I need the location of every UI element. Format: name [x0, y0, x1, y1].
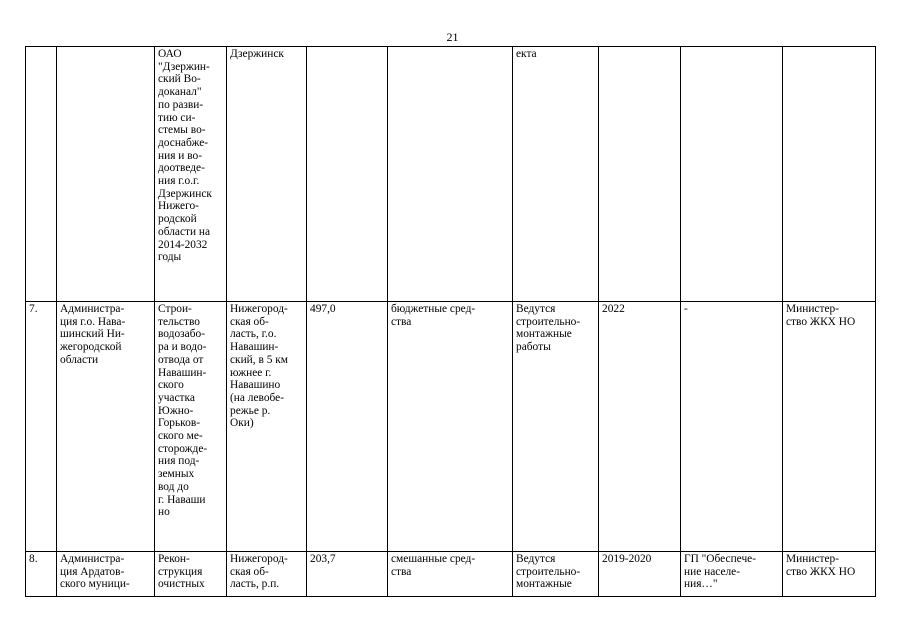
cell-location: Нижегород- ская об- ласть, г.о. Навашин- ский, в 5 км южнее г. Навашино (на левобе- режье р. Оки): [227, 302, 307, 552]
cell-period: 2022: [599, 302, 681, 552]
cell-program: [681, 47, 783, 302]
table-row: [26, 47, 876, 302]
cell-org: [57, 47, 155, 302]
cell-cost: 203,7: [307, 552, 388, 597]
cell-location: Дзержинск: [227, 47, 307, 302]
cell-num: 7.: [26, 302, 57, 552]
cell-num: [26, 47, 57, 302]
table-row: [26, 302, 876, 552]
cell-org: Администра- ция Ардатов- ского муници-: [57, 552, 155, 597]
cell-num: 8.: [26, 552, 57, 597]
cell-location: Нижегород- ская об- ласть, р.п.: [227, 552, 307, 597]
table-row: [26, 552, 876, 597]
cell-org: Администра- ция г.о. Нава- шинский Ни- жегородской области: [57, 302, 155, 552]
cell-status: Ведутся строительно- монтажные работы: [513, 302, 599, 552]
cell-funding: бюджетные сред- ства: [388, 302, 513, 552]
cell-program: -: [681, 302, 783, 552]
document-table: [25, 46, 876, 597]
cell-ministry: Министер- ство ЖКХ НО: [783, 302, 876, 552]
cell-cost: 497,0: [307, 302, 388, 552]
cell-name: Рекон- струкция очистных: [155, 552, 227, 597]
cell-ministry: Министер- ство ЖКХ НО: [783, 552, 876, 597]
cell-program: ГП "Обеспече- ние населе- ния…": [681, 552, 783, 597]
cell-status: Ведутся строительно- монтажные: [513, 552, 599, 597]
cell-funding: смешанные сред- ства: [388, 552, 513, 597]
page-number: 21: [446, 30, 459, 44]
cell-name: ОАО "Дзержин- ский Во- доканал" по разви- тию си- стемы во- доснабже- ния и во- доотведе- ния г.о.г. Дзержинск Нижего- родской области на 2014-2032 годы: [155, 47, 227, 302]
cell-period: 2019-2020: [599, 552, 681, 597]
cell-period: [599, 47, 681, 302]
cell-status: екта: [513, 47, 599, 302]
cell-cost: [307, 47, 388, 302]
cell-funding: [388, 47, 513, 302]
cell-ministry: [783, 47, 876, 302]
cell-name: Строи- тельство водозабо- ра и водо- отвода от Навашин- ского участка Южно- Горьков- ского ме- сторожде- ния под- земных вод до г. Наваши но: [155, 302, 227, 552]
